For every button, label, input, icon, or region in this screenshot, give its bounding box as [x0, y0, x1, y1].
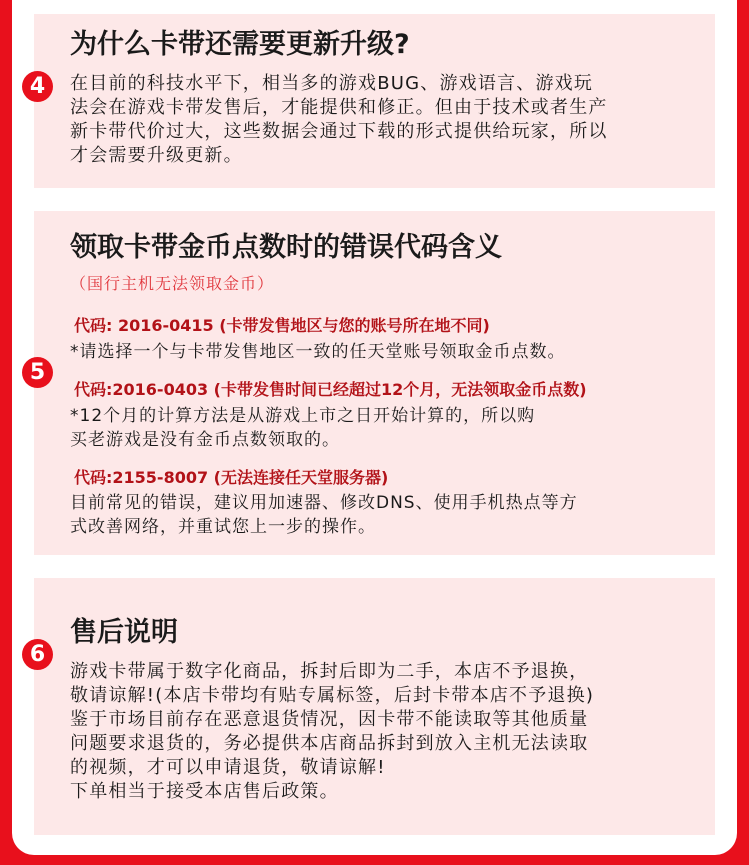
error-code-desc	[70, 491, 578, 539]
after-sale-title: 售后说明	[70, 617, 178, 648]
after-sale-line: 游戏卡带属于数字化商品，拆封后即为二手，本店不予退换，	[70, 661, 589, 682]
error-codes-subnote: （国行主机无法领取金币）	[70, 274, 275, 293]
update-line: 法会在游戏卡带发售后，才能提供和修正。但由于技术或者生产	[70, 97, 608, 118]
error-code-desc-line: *12个月的计算方法是从游戏上市之日开始计算的，所以购	[70, 406, 536, 426]
after-sale-line: 鉴于市场目前存在恶意退货情况，因卡带不能读取等其他质量	[70, 709, 589, 730]
update-title: 为什么卡带还需要更新升级?	[70, 29, 410, 60]
step-4-badge: 4	[22, 71, 53, 102]
error-code-desc-line: 目前常见的错误，建议用加速器、修改DNS、使用手机热点等方	[70, 493, 578, 513]
error-code-desc	[70, 340, 566, 364]
error-codes-card	[34, 211, 715, 555]
update-line: 在目前的科技水平下，相当多的游戏BUG、游戏语言、游戏玩	[70, 73, 594, 94]
update-info-card	[34, 14, 715, 188]
step-5-badge: 5	[22, 357, 53, 388]
error-codes-title: 领取卡带金币点数时的错误代码含义	[70, 232, 502, 263]
page-sheet	[12, 0, 737, 855]
step-6-badge: 6	[22, 639, 53, 670]
error-code-2016-0403: 代码:2016-0403 (卡带发售时间已经超过12个月，无法领取金币点数)	[74, 380, 587, 399]
after-sale-line: 下单相当于接受本店售后政策。	[70, 781, 339, 802]
after-sale-line: 的视频，才可以申请退货，敬请谅解!	[70, 757, 386, 778]
error-code-desc-line: 式改善网络，并重试您上一步的操作。	[70, 517, 376, 537]
update-body	[70, 72, 695, 168]
error-code-desc-line: *请选择一个与卡带发售地区一致的任天堂账号领取金币点数。	[70, 342, 566, 362]
after-sale-line: 敬请谅解!(本店卡带均有贴专属标签，后封卡带本店不予退换)	[70, 685, 595, 706]
error-code-2016-0415: 代码: 2016-0415 (卡带发售地区与您的账号所在地不同)	[74, 316, 490, 335]
error-code-desc	[70, 404, 535, 452]
update-line: 新卡带代价过大，这些数据会通过下载的形式提供给玩家，所以	[70, 121, 608, 142]
error-code-2155-8007: 代码:2155-8007 (无法连接任天堂服务器)	[74, 468, 389, 487]
error-code-desc-line: 买老游戏是没有金币点数领取的。	[70, 430, 340, 450]
after-sale-card	[34, 578, 715, 835]
after-sale-line: 问题要求退货的，务必提供本店商品拆封到放入主机无法读取	[70, 733, 589, 754]
after-sale-body	[70, 660, 695, 804]
update-line: 才会需要升级更新。	[70, 145, 243, 166]
